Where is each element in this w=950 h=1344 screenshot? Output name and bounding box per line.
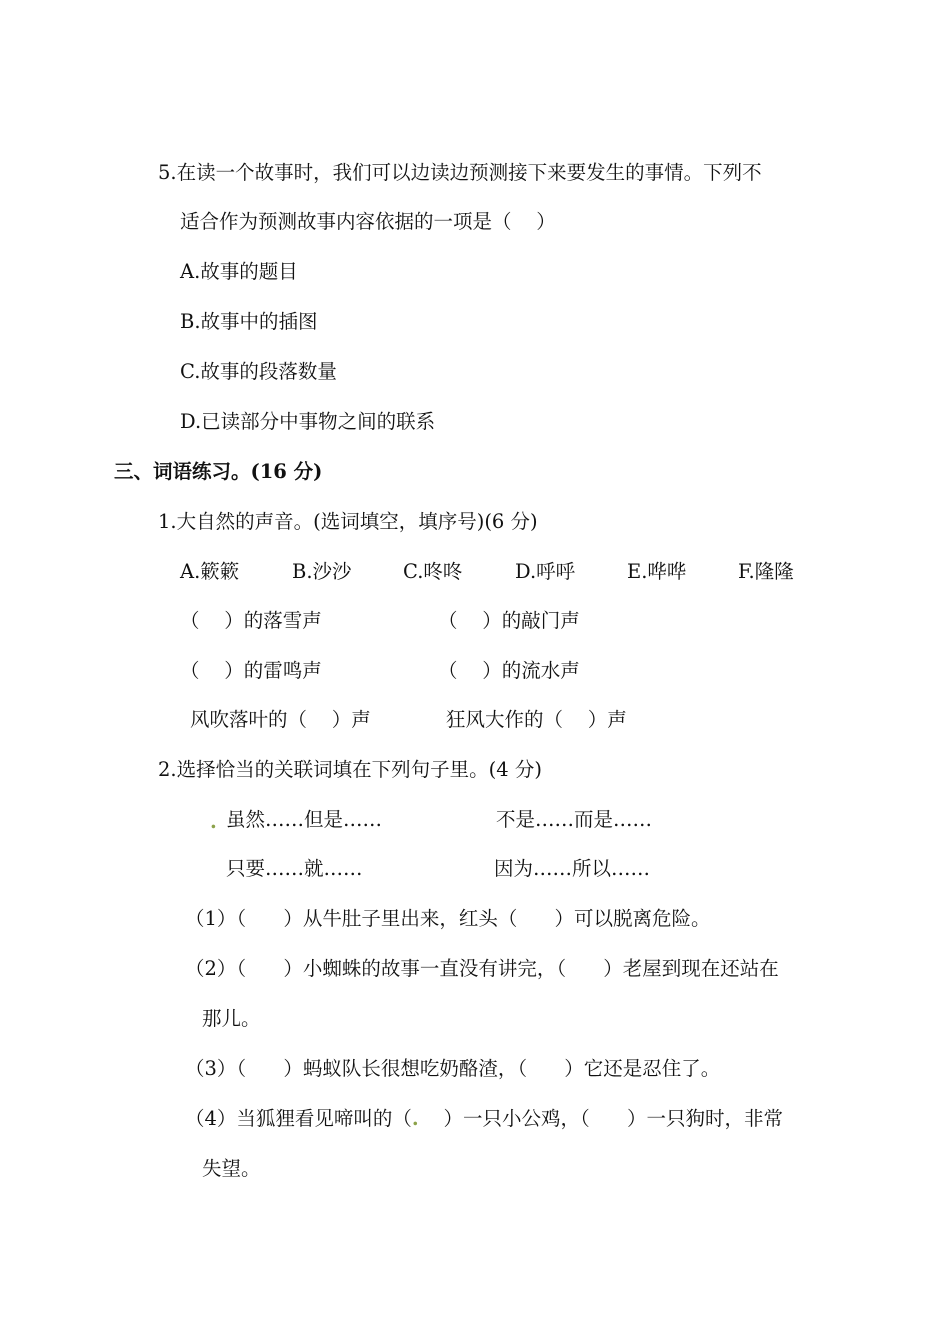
blank-storm-sound: 狂风大作的（ ）声 — [446, 708, 627, 731]
choice-f: F.隆隆 — [738, 560, 794, 583]
choice-c: C.咚咚 — [403, 560, 463, 583]
option-d: D.已读部分中事物之间的联系 — [180, 410, 436, 433]
blank-knock-sound: （ ）的敲门声 — [438, 609, 580, 632]
section-3-heading: 三、词语练习。(16 分) — [114, 460, 323, 483]
option-c: C.故事的段落数量 — [180, 360, 337, 383]
question-5-line-2: 适合作为预测故事内容依据的一项是（ ） — [180, 210, 556, 233]
sentence-4-line-2: 失望。 — [202, 1157, 261, 1180]
conjunction-1: 虽然……但是…… — [226, 808, 383, 831]
option-a: A.故事的题目 — [180, 260, 298, 283]
conjunction-3: 只要……就…… — [226, 857, 363, 880]
blank-water-sound: （ ）的流水声 — [438, 659, 580, 682]
option-b: B.故事中的插图 — [180, 310, 318, 333]
choice-e: E.哗哗 — [627, 560, 687, 583]
blank-leaves-sound: 风吹落叶的（ ）声 — [190, 708, 371, 731]
choice-a: A.簌簌 — [180, 560, 240, 583]
blank-thunder-sound: （ ）的雷鸣声 — [180, 659, 322, 682]
sentence-4-line-1 — [185, 1106, 783, 1132]
blank-snow-sound: （ ）的落雪声 — [180, 609, 322, 632]
sentence-2-line-1: （2）（ ）小蜘蛛的故事一直没有讲完，（ ）老屋到现在还站在 — [185, 957, 779, 980]
sub-question-1-title: 1.大自然的声音。(选词填空，填序号)(6 分) — [158, 510, 538, 533]
sentence-2-line-2: 那儿。 — [202, 1007, 261, 1030]
question-5-line-1: 5.在读一个故事时，我们可以边读边预测接下来要发生的事情。下列不 — [158, 161, 762, 184]
green-dot-mark-2: . — [411, 1107, 419, 1130]
sentence-4-start: （4）当狐狸看见啼叫的（ — [185, 1107, 412, 1130]
sentence-4-rest: ）一只小公鸡，（ ）一只狗时，非常 — [418, 1107, 783, 1130]
sub-question-2-title: 2.选择恰当的关联词填在下列句子里。(4 分) — [158, 758, 542, 781]
choice-b: B.沙沙 — [292, 560, 352, 583]
conjunction-4: 因为……所以…… — [494, 857, 651, 880]
conjunction-2: 不是……而是…… — [496, 808, 653, 831]
sentence-1: （1）（ ）从牛肚子里出来，红头（ ）可以脱离危险。 — [185, 907, 711, 930]
sentence-3: （3）（ ）蚂蚁队长很想吃奶酪渣，（ ）它还是忍住了。 — [185, 1057, 721, 1080]
choice-d: D.呼呼 — [515, 560, 576, 583]
green-dot-mark: . — [210, 810, 217, 833]
